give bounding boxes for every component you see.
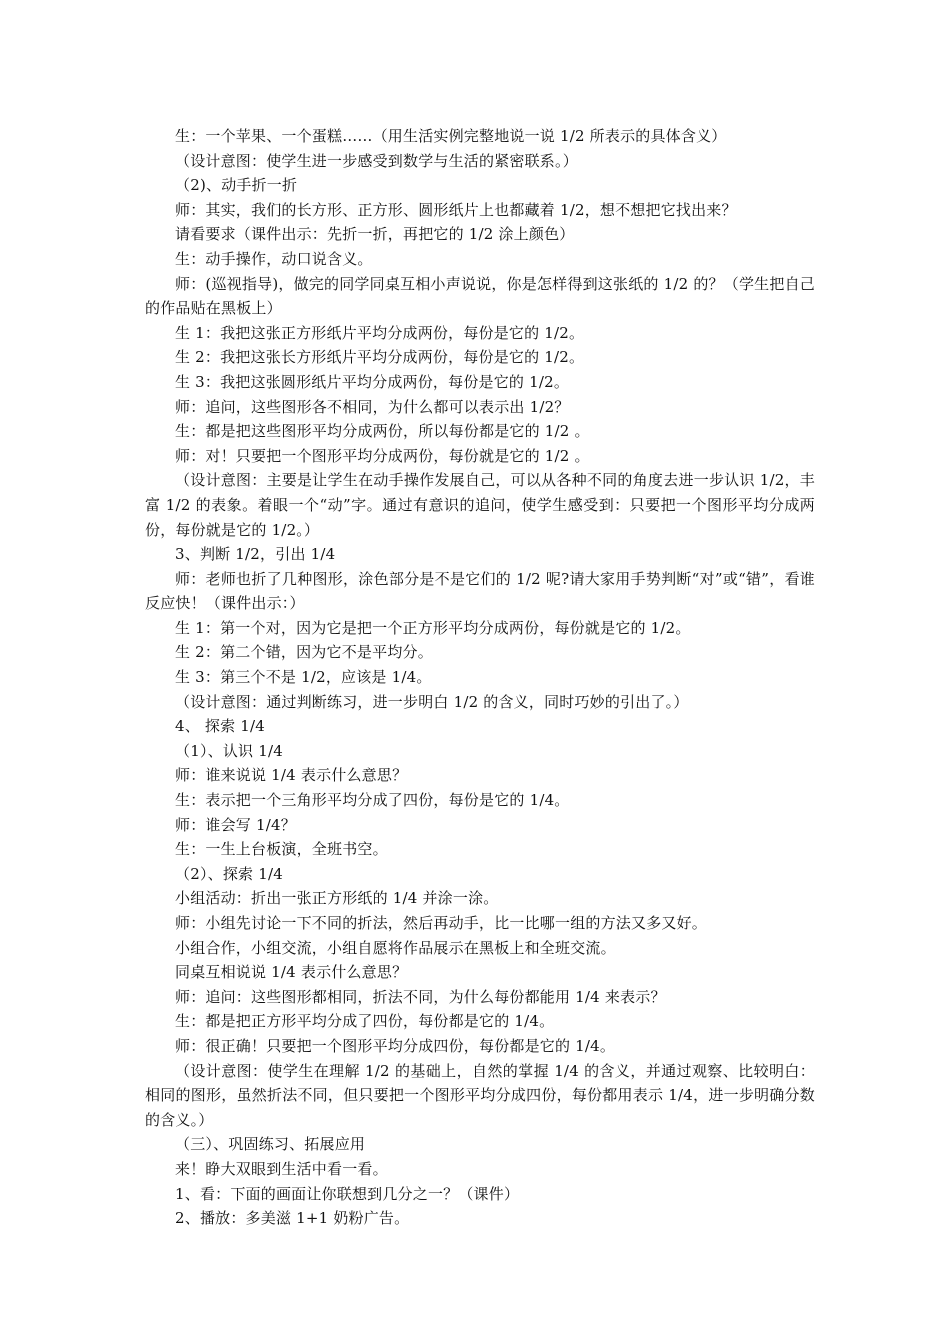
design-intent-paragraph: （设计意图：通过判断练习，进一步明白 1/2 的含义，同时巧妙的引出了。）	[175, 692, 689, 711]
paragraph: 师：对！只要把一个图形平均分成两份，每份就是它的 1/2 。	[175, 446, 590, 465]
document-body	[145, 124, 815, 1231]
paragraph: 生 2：我把这张长方形纸片平均分成两份，每份是它的 1/2。	[175, 348, 585, 367]
subsection-heading: （1）、认识 1/4	[175, 741, 283, 760]
section-heading: 4、 探索 1/4	[175, 717, 266, 736]
section-heading: （三）、巩固练习、拓展应用	[175, 1135, 366, 1154]
paragraph: 生：动手操作，动口说含义。	[175, 249, 373, 268]
paragraph: 来！睁大双眼到生活中看一看。	[175, 1159, 388, 1178]
paragraph: 小组活动：折出一张正方形纸的 1/4 并涂一涂。	[175, 889, 499, 908]
paragraph: 师：(巡视指导)，做完的同学同桌互相小声说说，你是怎样得到这张纸的 1/2 的？（学生把自己的作品贴在黑板上）	[145, 274, 815, 318]
paragraph: 师：谁会写 1/4？	[175, 815, 296, 834]
paragraph: 2、播放：多美滋 1+1 奶粉广告。	[175, 1209, 410, 1228]
paragraph: 生 1：我把这张正方形纸片平均分成两份，每份是它的 1/2。	[175, 323, 585, 342]
paragraph: （设计意图：使学生进一步感受到数学与生活的紧密联系。）	[175, 151, 578, 170]
paragraph: 师：追问，这些图形各不相同，为什么都可以表示出 1/2？	[175, 397, 570, 416]
paragraph: 生 1：第一个对，因为它是把一个正方形平均分成两份，每份就是它的 1/2。	[175, 618, 691, 637]
paragraph: 师：谁来说说 1/4 表示什么意思？	[175, 766, 408, 785]
paragraph: 师：其实，我们的长方形、正方形、圆形纸片上也都藏着 1/2，想不想把它找出来？	[175, 200, 737, 219]
paragraph: 1、看：下面的画面让你联想到几分之一？（课件）	[175, 1184, 520, 1203]
design-intent-paragraph: （设计意图：使学生在理解 1/2 的基础上，自然的掌握 1/4 的含义，并通过观察、比较明白：相同的图形，虽然折法不同，但只要把一个图形平均分成四份，每份都用表示 1/4，进一步明确分数的含义。）	[145, 1061, 815, 1129]
paragraph: 请看要求（课件出示：先折一折，再把它的 1/2 涂上颜色）	[175, 225, 575, 244]
design-intent-paragraph: （设计意图：主要是让学生在动手操作发展自己，可以从各种不同的角度去进一步认识 1/2，丰富 1/2 的表象。着眼一个“动”字。通过有意识的追问，使学生感受到：只要把一个图形平均分成两份，每份就是它的 1/2。）	[145, 471, 815, 539]
paragraph: 师：小组先讨论一下不同的折法，然后再动手，比一比哪一组的方法又多又好。	[175, 914, 708, 932]
paragraph: 生 2：第二个错，因为它不是平均分。	[175, 643, 433, 662]
paragraph: 同桌互相说说 1/4 表示什么意思？	[175, 963, 408, 982]
paragraph: （2)、动手折一折	[175, 176, 298, 195]
subsection-heading: （2）、探索 1/4	[175, 864, 283, 883]
paragraph: 生：都是把正方形平均分成了四份，每份都是它的 1/4。	[175, 1012, 555, 1031]
paragraph: 小组合作，小组交流，小组自愿将作品展示在黑板上和全班交流。	[175, 938, 616, 957]
paragraph: 生 3：我把这张圆形纸片平均分成两份，每份是它的 1/2。	[175, 372, 570, 391]
paragraph: 生：一生上台板演，全班书空。	[175, 840, 388, 859]
paragraph: 师：很正确！只要把一个图形平均分成四份，每份都是它的 1/4。	[175, 1036, 616, 1055]
paragraph: 师：老师也折了几种图形，涂色部分是不是它们的 1/2 呢?请大家用手势判断“对”或“错”，看谁反应快！（课件出示：）	[145, 569, 815, 613]
paragraph: 生 3：第三个不是 1/2，应该是 1/4。	[175, 668, 432, 687]
paragraph: 生：表示把一个三角形平均分成了四份，每份是它的 1/4。	[175, 791, 570, 810]
paragraph: 师：追问：这些图形都相同，折法不同，为什么每份都能用 1/4 来表示？	[175, 987, 666, 1006]
paragraph: 生：一个苹果、一个蛋糕……（用生活实例完整地说一说 1/2 所表示的具体含义）	[175, 127, 727, 145]
paragraph: 生：都是把这些图形平均分成两份，所以每份都是它的 1/2 。	[175, 422, 590, 441]
section-heading: 3、判断 1/2，引出 1/4	[175, 545, 336, 564]
